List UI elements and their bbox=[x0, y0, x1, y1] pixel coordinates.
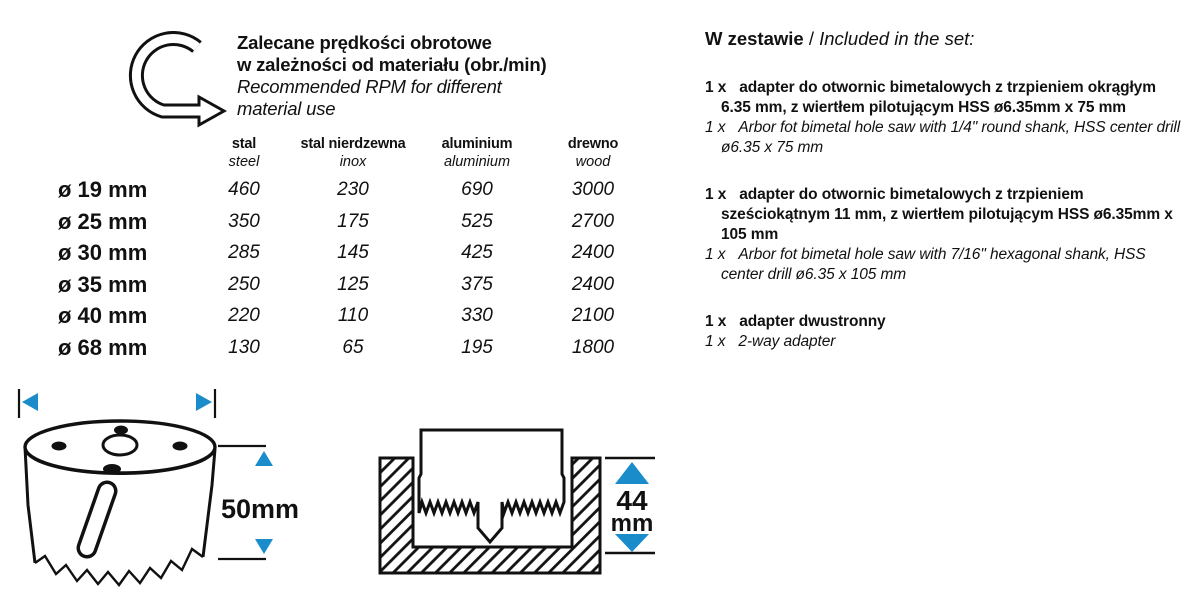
qty-label: 1 x bbox=[705, 119, 726, 136]
included-item-group bbox=[705, 312, 1183, 352]
rpm-value: 125 bbox=[337, 273, 369, 295]
rpm-title bbox=[237, 32, 546, 120]
rpm-value: 195 bbox=[461, 336, 493, 358]
row-label: ø 30 mm bbox=[58, 240, 148, 266]
included-heading-pl: W zestawie bbox=[705, 28, 804, 49]
pin-hole bbox=[114, 426, 128, 435]
up-arrow-icon bbox=[255, 451, 273, 466]
rpm-value: 130 bbox=[228, 336, 260, 358]
item-text-pl: adapter do otwornic bimetalowych z trzpieniem okrągłym 6.35 mm, z wiertłem pilotującym HSS ø6.35mm x 75 mm bbox=[721, 79, 1156, 116]
rotation-arrow-icon bbox=[113, 31, 227, 129]
rpm-value: 145 bbox=[337, 242, 369, 264]
row-label: ø 40 mm bbox=[58, 303, 148, 329]
left-arrow-icon bbox=[22, 393, 38, 411]
rpm-value: 175 bbox=[337, 210, 369, 232]
row-label: ø 19 mm bbox=[58, 177, 148, 203]
rpm-value: 3000 bbox=[571, 179, 615, 201]
right-arrow-icon bbox=[196, 393, 212, 411]
item-text-en: 2-way adapter bbox=[738, 333, 836, 350]
table-header-aluminium: aluminium aluminium bbox=[441, 135, 513, 170]
list-item-pl bbox=[705, 185, 1183, 245]
table-header-inox: stal nierdzewna inox bbox=[300, 135, 406, 170]
rpm-value: 460 bbox=[228, 179, 260, 201]
list-item-en bbox=[705, 118, 1183, 158]
cross-section-diagram bbox=[375, 400, 667, 578]
hole-saw-diagram bbox=[10, 385, 310, 607]
list-item-pl bbox=[705, 78, 1183, 118]
qty-label: 1 x bbox=[705, 313, 727, 330]
rpm-value: 2400 bbox=[571, 273, 615, 295]
rpm-value: 250 bbox=[228, 273, 260, 295]
included-heading-separator: / bbox=[803, 28, 820, 49]
rpm-value: 285 bbox=[228, 242, 260, 264]
item-text-pl: adapter do otwornic bimetalowych z trzpieniem sześciokątnym 11 mm, z wiertłem pilotującym HSS ø6.35mm x 105 mm bbox=[721, 186, 1173, 243]
rpm-value: 375 bbox=[461, 273, 493, 295]
rpm-value: 330 bbox=[461, 305, 493, 327]
item-text-en: Arbor fot bimetal hole saw with 1/4" round shank, HSS center drill ø6.35 x 75 mm bbox=[721, 119, 1181, 156]
down-arrow-icon bbox=[255, 539, 273, 554]
rpm-value: 2400 bbox=[571, 242, 615, 264]
up-arrow-icon bbox=[615, 462, 649, 484]
dimension-label-50mm: 50mm bbox=[221, 494, 300, 524]
rpm-value: 230 bbox=[337, 179, 369, 201]
row-label: ø 35 mm bbox=[58, 271, 148, 297]
rpm-title-pl-line1: Zalecane prędkości obrotowe bbox=[237, 32, 492, 53]
rpm-title-en-line1: Recommended RPM for different bbox=[237, 76, 502, 97]
rpm-value: 220 bbox=[228, 305, 260, 327]
hole-saw-section bbox=[419, 430, 564, 542]
diameter-ticks bbox=[19, 389, 215, 418]
rpm-value: 65 bbox=[342, 336, 364, 358]
list-item-pl bbox=[705, 312, 1183, 332]
rpm-value: 2700 bbox=[571, 210, 615, 232]
rpm-value: 525 bbox=[461, 210, 493, 232]
rpm-value: 1800 bbox=[571, 336, 615, 358]
included-heading bbox=[705, 28, 1183, 50]
row-label: ø 25 mm bbox=[58, 208, 148, 234]
rpm-title-en-line2: material use bbox=[237, 98, 336, 119]
included-section bbox=[705, 28, 1183, 379]
rpm-value: 425 bbox=[461, 242, 493, 264]
table-header-wood: drewno wood bbox=[567, 135, 619, 170]
rpm-value: 2100 bbox=[571, 305, 615, 327]
pin-hole bbox=[103, 464, 121, 474]
rpm-title-pl-line2: w zależności od materiału (obr./min) bbox=[237, 54, 547, 75]
rpm-value: 690 bbox=[461, 179, 493, 201]
qty-label: 1 x bbox=[705, 186, 727, 203]
table-header-steel: stal steel bbox=[228, 135, 260, 170]
rpm-value: 350 bbox=[228, 210, 260, 232]
included-item-group bbox=[705, 185, 1183, 285]
qty-label: 1 x bbox=[705, 79, 727, 96]
depth-unit: mm bbox=[610, 510, 654, 537]
list-item-en bbox=[705, 332, 1183, 352]
pin-hole bbox=[173, 442, 188, 451]
rpm-table bbox=[52, 135, 640, 364]
center-hole bbox=[103, 435, 137, 455]
depth-value: 44 bbox=[616, 485, 648, 516]
row-label: ø 68 mm bbox=[58, 334, 148, 360]
pin-hole bbox=[52, 442, 67, 451]
item-text-pl: adapter dwustronny bbox=[739, 313, 886, 330]
qty-label: 1 x bbox=[705, 333, 726, 350]
list-item-en bbox=[705, 245, 1183, 285]
rpm-value: 110 bbox=[337, 305, 369, 327]
qty-label: 1 x bbox=[705, 246, 726, 263]
included-item-group bbox=[705, 78, 1183, 158]
item-text-en: Arbor fot bimetal hole saw with 7/16" hexagonal shank, HSS center drill ø6.35 x 105 mm bbox=[721, 246, 1146, 283]
included-heading-en: Included in the set: bbox=[819, 28, 975, 49]
side-slot-inner bbox=[87, 491, 107, 548]
